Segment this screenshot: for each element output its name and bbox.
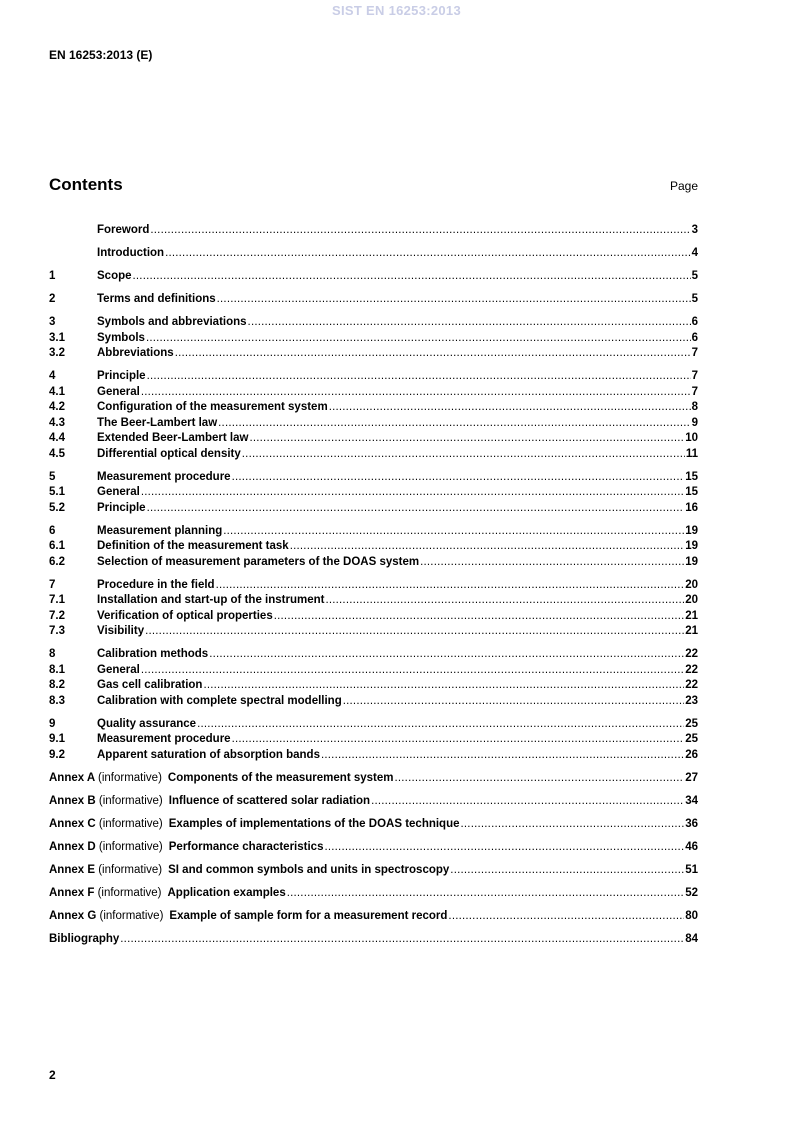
bibliography-title: Bibliography <box>49 932 120 945</box>
toc-entry-page: 5 <box>691 270 698 282</box>
toc-entry[interactable] <box>49 732 698 748</box>
toc-entry[interactable] <box>49 609 698 625</box>
toc-entry[interactable] <box>49 431 698 447</box>
toc-leader-dots <box>165 246 691 262</box>
toc-entry[interactable] <box>49 315 698 331</box>
table-of-contents <box>49 223 698 947</box>
toc-entry-title: Introduction <box>97 247 165 259</box>
toc-entry-number: 4.2 <box>49 401 65 413</box>
toc-leader-dots <box>141 663 684 679</box>
toc-leader-dots <box>223 524 684 540</box>
toc-entry[interactable] <box>49 246 698 262</box>
annex-page: 36 <box>685 817 698 830</box>
toc-entry-page: 19 <box>685 524 698 537</box>
annex-label: Annex A <box>49 771 95 784</box>
toc-bibliography-entry[interactable] <box>49 932 698 948</box>
toc-entry-title: Configuration of the measurement system <box>97 401 328 413</box>
toc-entry[interactable] <box>49 555 698 571</box>
toc-entry-number: 7.2 <box>49 609 65 622</box>
toc-entry-number: 7.1 <box>49 594 65 606</box>
toc-entry[interactable] <box>49 269 698 285</box>
toc-leader-dots <box>150 223 690 239</box>
toc-leader-dots <box>371 794 684 810</box>
toc-entry[interactable] <box>49 385 698 401</box>
toc-entry-page: 22 <box>685 679 698 691</box>
toc-entry[interactable] <box>49 748 698 764</box>
toc-entry-number: 8.1 <box>49 663 65 676</box>
toc-leader-dots <box>203 678 684 694</box>
toc-annex-entry[interactable] <box>49 886 698 902</box>
toc-entry-title: General <box>97 663 140 676</box>
toc-leader-dots <box>249 431 684 447</box>
annex-prefix <box>49 840 169 856</box>
toc-entry[interactable] <box>49 400 698 416</box>
toc-leader-dots <box>145 624 684 640</box>
toc-annex-entry[interactable] <box>49 771 698 787</box>
toc-entry-number: 8 <box>49 648 56 660</box>
annex-prefix <box>49 863 168 879</box>
annex-type: (informative) <box>98 817 163 830</box>
toc-entry-number: 3.2 <box>49 347 65 359</box>
toc-leader-dots <box>287 886 684 902</box>
annex-type: (informative) <box>97 886 162 899</box>
toc-leader-dots <box>274 609 684 625</box>
annex-prefix <box>49 886 167 902</box>
toc-entry[interactable] <box>49 501 698 517</box>
toc-leader-dots <box>146 331 691 347</box>
annex-type: (informative) <box>98 840 163 853</box>
toc-entry-number: 5.2 <box>49 501 65 514</box>
annex-page: 27 <box>685 771 698 784</box>
toc-leader-dots <box>217 292 691 308</box>
toc-entry-page: 11 <box>685 447 698 460</box>
annex-page: 46 <box>685 840 698 853</box>
annex-prefix <box>49 794 169 810</box>
toc-entry-title: Extended Beer-Lambert law <box>97 432 249 444</box>
toc-entry-page: 3 <box>691 224 698 236</box>
toc-entry-title: Terms and definitions <box>97 293 216 305</box>
toc-leader-dots <box>395 771 685 787</box>
toc-entry-number: 4.4 <box>49 432 65 444</box>
toc-entry-number: 8.3 <box>49 694 65 707</box>
toc-entry[interactable] <box>49 678 698 694</box>
toc-entry-page: 16 <box>685 501 698 514</box>
toc-leader-dots <box>216 578 685 594</box>
annex-page: 51 <box>685 863 698 876</box>
toc-entry-page: 8 <box>691 401 698 413</box>
toc-entry[interactable] <box>49 694 698 710</box>
annex-page: 52 <box>685 886 698 899</box>
toc-leader-dots <box>197 717 684 733</box>
toc-annex-entry[interactable] <box>49 909 698 925</box>
toc-entry-number: 4.3 <box>49 416 65 429</box>
toc-entry-title: Symbols <box>97 331 145 344</box>
annex-prefix <box>49 909 169 925</box>
toc-leader-dots <box>209 647 684 663</box>
toc-entry-number: 7 <box>49 578 56 591</box>
toc-entry-page: 22 <box>685 648 698 660</box>
toc-leader-dots <box>321 748 684 764</box>
toc-entry[interactable] <box>49 223 698 239</box>
toc-entry[interactable] <box>49 524 698 540</box>
annex-type: (informative) <box>98 863 163 876</box>
toc-entry-page: 7 <box>691 370 698 382</box>
toc-entry-title: Principle <box>97 370 146 382</box>
toc-entry-title: Quality assurance <box>97 717 197 730</box>
toc-entry[interactable] <box>49 717 698 733</box>
toc-annex-entry[interactable] <box>49 863 698 879</box>
toc-entry-page: 26 <box>685 748 698 761</box>
toc-entry[interactable] <box>49 624 698 640</box>
toc-entry-number: 9.2 <box>49 748 65 761</box>
toc-entry[interactable] <box>49 578 698 594</box>
toc-entry-number: 5.1 <box>49 486 65 498</box>
toc-entry-title: General <box>97 385 140 398</box>
toc-leader-dots <box>324 840 684 856</box>
toc-entry[interactable] <box>49 593 698 609</box>
toc-leader-dots <box>147 369 691 385</box>
annex-prefix <box>49 817 169 833</box>
toc-entry-page: 7 <box>691 385 698 398</box>
annex-label: Annex C <box>49 817 96 830</box>
toc-entry-title: Calibration methods <box>97 648 209 660</box>
toc-leader-dots <box>325 593 684 609</box>
toc-leader-dots <box>290 539 684 555</box>
annex-page: 80 <box>685 909 698 922</box>
toc-leader-dots <box>242 447 685 463</box>
toc-entry-number: 4 <box>49 370 56 382</box>
toc-leader-dots <box>120 932 684 948</box>
toc-leader-dots <box>329 400 691 416</box>
toc-entry-page: 15 <box>685 486 698 498</box>
toc-leader-dots <box>420 555 684 571</box>
toc-leader-dots <box>175 346 691 362</box>
toc-entry-title: Symbols and abbreviations <box>97 316 247 328</box>
toc-leader-dots <box>218 416 690 432</box>
toc-entry-title: Calibration with complete spectral modelling <box>97 694 342 707</box>
toc-entry-page: 21 <box>685 625 698 637</box>
toc-entry-number: 3.1 <box>49 331 65 344</box>
bibliography-page: 84 <box>685 932 698 945</box>
annex-title: Influence of scattered solar radiation <box>168 794 371 807</box>
toc-entry-page: 9 <box>691 416 698 429</box>
toc-leader-dots <box>232 732 685 748</box>
toc-entry-title: Definition of the measurement task <box>97 540 289 552</box>
annex-title: SI and common symbols and units in spectroscopy <box>168 863 450 876</box>
annex-label: Annex E <box>49 863 96 876</box>
toc-annex-entry[interactable] <box>49 794 698 810</box>
toc-entry-page: 7 <box>691 347 698 359</box>
annex-type: (informative) <box>98 794 163 807</box>
annex-label: Annex F <box>49 886 95 899</box>
annex-title: Examples of implementations of the DOAS technique <box>168 817 460 830</box>
toc-entry[interactable] <box>49 647 698 663</box>
document-identifier: EN 16253:2013 (E) <box>49 48 153 62</box>
toc-entry-number: 7.3 <box>49 625 65 637</box>
annex-title: Example of sample form for a measurement record <box>169 909 448 922</box>
toc-leader-dots <box>141 385 691 401</box>
toc-entry-number: 6.1 <box>49 540 65 552</box>
toc-entry-page: 6 <box>691 316 698 328</box>
toc-entry-title: Verification of optical properties <box>97 609 273 622</box>
toc-leader-dots <box>232 470 685 486</box>
toc-entry-number: 4.5 <box>49 447 65 460</box>
toc-entry-title: Gas cell calibration <box>97 679 203 691</box>
toc-entry-number: 4.1 <box>49 385 65 398</box>
annex-label: Annex D <box>49 840 96 853</box>
toc-entry-number: 9 <box>49 717 56 730</box>
annex-title: Performance characteristics <box>168 840 324 853</box>
toc-entry[interactable] <box>49 663 698 679</box>
toc-leader-dots <box>343 694 684 710</box>
toc-entry-title: Measurement procedure <box>97 470 231 483</box>
toc-entry-title: Foreword <box>97 224 150 236</box>
annex-page: 34 <box>685 794 698 807</box>
page-number: 2 <box>49 1068 56 1082</box>
toc-entry-title: Scope <box>97 270 132 282</box>
toc-leader-dots <box>147 501 685 517</box>
watermark: SIST EN 16253:2013 <box>332 3 461 18</box>
annex-label: Annex G <box>49 909 97 922</box>
toc-entry[interactable] <box>49 485 698 501</box>
annex-type: (informative) <box>99 909 164 922</box>
annex-prefix <box>49 771 168 787</box>
toc-entry-title: Installation and start-up of the instrument <box>97 594 325 606</box>
toc-entry-title: Principle <box>97 501 146 514</box>
toc-entry-title: Procedure in the field <box>97 578 215 591</box>
toc-entry-page: 6 <box>691 331 698 344</box>
toc-leader-dots <box>141 485 684 501</box>
toc-entry-number: 6 <box>49 524 56 537</box>
page-column-label: Page <box>669 179 698 193</box>
annex-title: Components of the measurement system <box>167 771 394 784</box>
toc-entry-number: 3 <box>49 316 56 328</box>
toc-entry-title: The Beer-Lambert law <box>97 416 218 429</box>
toc-entry[interactable] <box>49 369 698 385</box>
toc-entry-page: 25 <box>685 733 698 745</box>
annex-label: Annex B <box>49 794 96 807</box>
toc-leader-dots <box>448 909 684 925</box>
toc-entry-title: General <box>97 486 140 498</box>
toc-entry-title: Abbreviations <box>97 347 174 359</box>
toc-entry-title: Measurement planning <box>97 524 223 537</box>
toc-leader-dots <box>248 315 691 331</box>
toc-entry-page: 5 <box>691 293 698 305</box>
toc-entry[interactable] <box>49 292 698 308</box>
contents-heading: Contents <box>49 175 123 194</box>
toc-entry[interactable] <box>49 470 698 486</box>
toc-entry-page: 19 <box>685 555 698 568</box>
toc-entry-page: 19 <box>685 540 698 552</box>
toc-leader-dots <box>461 817 685 833</box>
toc-entry[interactable] <box>49 416 698 432</box>
toc-entry-title: Apparent saturation of absorption bands <box>97 748 320 761</box>
toc-entry-number: 5 <box>49 470 56 483</box>
toc-entry-title: Differential optical density <box>97 447 241 460</box>
toc-entry-number: 8.2 <box>49 679 65 691</box>
toc-entry-title: Measurement procedure <box>97 733 231 745</box>
annex-type: (informative) <box>98 771 162 784</box>
toc-leader-dots <box>133 269 691 285</box>
toc-entry-title: Selection of measurement parameters of the DOAS system <box>97 555 420 568</box>
toc-entry-page: 4 <box>691 247 698 259</box>
toc-entry-page: 10 <box>685 432 698 444</box>
toc-entry-page: 15 <box>685 470 698 483</box>
toc-entry-number: 6.2 <box>49 555 65 568</box>
toc-entry-number: 2 <box>49 293 56 305</box>
toc-entry[interactable] <box>49 346 698 362</box>
toc-entry-page: 22 <box>685 663 698 676</box>
toc-entry-number: 9.1 <box>49 733 65 745</box>
toc-leader-dots <box>450 863 684 879</box>
toc-entry-number: 1 <box>49 270 56 282</box>
toc-entry-title: Visibility <box>97 625 145 637</box>
toc-entry[interactable] <box>49 447 698 463</box>
toc-annex-entry[interactable] <box>49 840 698 856</box>
annex-title: Application examples <box>167 886 286 899</box>
toc-entry-page: 23 <box>685 694 698 707</box>
toc-annex-entry[interactable] <box>49 817 698 833</box>
toc-entry[interactable] <box>49 539 698 555</box>
toc-entry-page: 21 <box>685 609 698 622</box>
toc-entry[interactable] <box>49 331 698 347</box>
toc-entry-page: 20 <box>685 594 698 606</box>
toc-entry-page: 20 <box>685 578 698 591</box>
toc-entry-page: 25 <box>685 717 698 730</box>
